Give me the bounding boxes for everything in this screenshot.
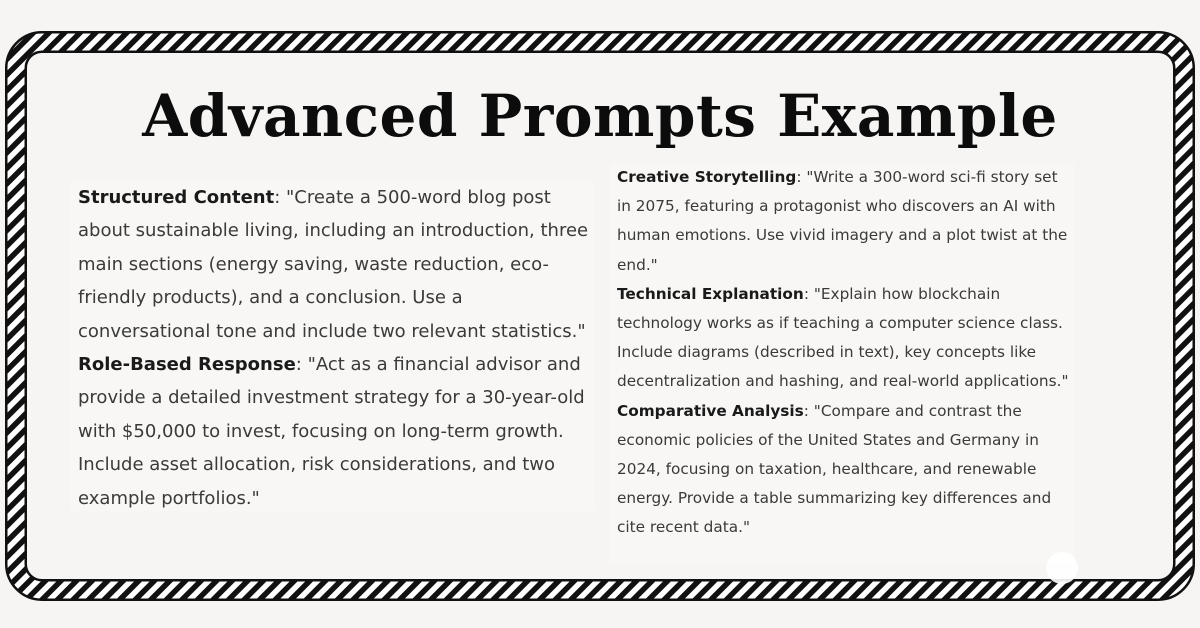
left-prompt-column bbox=[70, 181, 595, 511]
prompt-creative-storytelling bbox=[617, 163, 1075, 280]
prompt-label: Structured Content bbox=[78, 187, 275, 208]
prompt-text: : "Explain how blockchain technology works as if teaching a computer science class. Include diagrams (described in text), key concepts like decentralization and hashing, and real-world applications." bbox=[617, 284, 1069, 391]
prompt-text: : "Act as a financial advisor and provide a detailed investment strategy for a 30-year-old with $50,000 to invest, focusing on long-term growth. Include asset allocation, risk considerations, and two example portfolios." bbox=[78, 354, 585, 509]
right-prompt-column bbox=[610, 163, 1075, 563]
prompt-role-based-response bbox=[78, 348, 595, 515]
prompt-structured-content bbox=[78, 181, 595, 348]
page-title: Advanced Prompts Example bbox=[142, 82, 1058, 150]
prompt-label: Technical Explanation bbox=[617, 284, 804, 303]
prompt-text: : "Write a 300-word sci-fi story set in 2075, featuring a protagonist who discovers an AI with human emotions. Use vivid imagery and a plot twist at the end." bbox=[617, 168, 1068, 274]
prompt-technical-explanation bbox=[617, 280, 1075, 397]
decorative-circle bbox=[1046, 552, 1078, 584]
prompt-comparative-analysis bbox=[617, 397, 1075, 543]
prompt-label: Role-Based Response bbox=[78, 354, 296, 376]
prompt-label: Comparative Analysis bbox=[617, 401, 804, 420]
prompt-text: : "Create a 500-word blog post about sustainable living, including an introduction, three main sections (energy saving, waste reduction, eco-friendly products), and a conclusion. Use a conversational tone and include two relevant statistics." bbox=[78, 187, 589, 342]
prompt-text: : "Compare and contrast the economic policies of the United States and Germany in 2024, focusing on taxation, healthcare, and renewable energy. Provide a table summarizing key differences and cite recent data." bbox=[617, 401, 1052, 537]
prompt-label: Creative Storytelling bbox=[617, 168, 797, 186]
